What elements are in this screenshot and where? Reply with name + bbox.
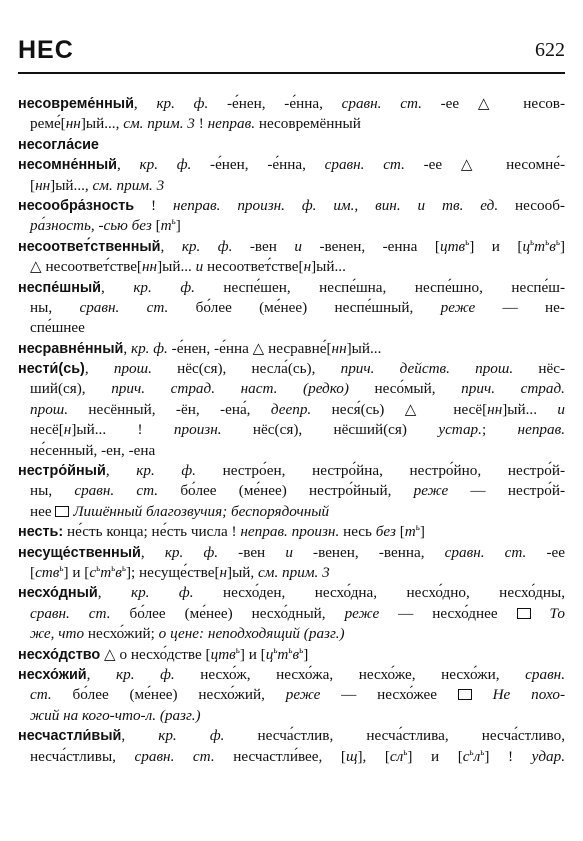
entry-text: не́сть конца; не́сть числа ! (63, 523, 241, 541)
entry-line (18, 481, 565, 501)
grammar-note: сравн. (525, 665, 565, 683)
grammar-note: в (549, 237, 556, 255)
grammar-note: и (557, 400, 565, 418)
headword: неспе́шный (18, 279, 102, 296)
grammar-note: прош. (30, 400, 69, 418)
entry-line (18, 155, 565, 175)
grammar-note: кр. ф. (158, 727, 225, 745)
grammar-note: кр. ф. (130, 584, 194, 602)
entry-text: ]ый... (502, 400, 558, 418)
entry-text: -венен, -венна, (292, 543, 445, 561)
entry-line (18, 359, 565, 379)
grammar-note: прич. страд. (461, 380, 565, 398)
entry-line (18, 237, 565, 257)
entry-line (18, 685, 565, 705)
grammar-note: кр. ф. (136, 462, 196, 480)
soft-sign-superscript: ь (171, 216, 176, 227)
headword: несовреме́нный (18, 96, 134, 112)
entry-text: нёс- (513, 360, 565, 378)
grammar-note: т (404, 523, 416, 541)
entry-text: [ (30, 176, 36, 194)
grammar-note: сравн. ст. (134, 747, 215, 765)
soft-sign-superscript: ь (555, 236, 560, 247)
grammar-note: неправ. (517, 421, 565, 439)
entry-text: ]ый... ! (71, 421, 174, 439)
soft-sign-superscript: ь (96, 562, 101, 573)
grammar-note: То (549, 604, 565, 622)
grammar-note: н (219, 563, 228, 581)
grammar-note: неправ. произн. (240, 523, 340, 541)
entry-text (531, 605, 550, 622)
soft-sign-superscript: ь (59, 562, 64, 573)
grammar-note: кр. ф. (130, 339, 168, 357)
running-head: НЕС (18, 36, 74, 64)
grammar-note: произн. (173, 421, 222, 439)
grammar-note: с (462, 747, 470, 765)
soft-sign-superscript: ь (480, 746, 485, 757)
entry-text: , (140, 543, 165, 561)
entry-text: ны, (30, 298, 80, 316)
entry-text: ] и [ (63, 563, 90, 581)
headword: несчастли́вый (18, 728, 122, 745)
entry-text: -е́нен, -е́нна, (208, 95, 342, 112)
entry-text: ], [ (357, 747, 390, 765)
entry-text: -ее △ несомне́- (404, 156, 565, 174)
grammar-note: прич. страд. наст. (редко) (111, 380, 349, 398)
entry-text: ]; несуще́стве[ (125, 563, 220, 581)
entry-text: -е́нен, -е́нна, (191, 156, 325, 174)
soft-sign-superscript: ь (111, 562, 116, 573)
entry-text: несчастли́вее, [ (214, 747, 346, 765)
entry-text: ]ый, (227, 563, 259, 581)
entry-text: -вен (232, 237, 295, 255)
entry-line (18, 461, 565, 481)
entry-text: ] (175, 217, 181, 235)
headword: несообра́зность (18, 197, 135, 214)
grammar-note: т (277, 645, 289, 663)
meaning-box-icon (55, 506, 69, 517)
soft-sign-superscript: ь (121, 562, 126, 573)
entry-text: , (160, 237, 182, 255)
soft-sign-superscript: ь (403, 746, 408, 757)
entry-line (18, 441, 565, 461)
headword: несуще́ственный (18, 544, 141, 561)
entry-text: ]ый..., (80, 115, 124, 133)
grammar-note: реже (285, 686, 321, 704)
entry-text: спе́шнее (30, 319, 85, 337)
entry-line (18, 522, 565, 542)
grammar-note: неправ. произн. ф. им., вин. и тв. ед. (172, 196, 499, 214)
headword: несхо́дный (18, 585, 98, 602)
entry-line (18, 665, 565, 685)
grammar-note: цтв (439, 237, 466, 255)
entry-text: ны, (30, 482, 75, 500)
entry-text: , (105, 462, 137, 480)
grammar-note: и (195, 258, 204, 276)
grammar-note: т (534, 237, 546, 255)
headword: несоответ́ственный (18, 238, 161, 255)
grammar-note: удар. (531, 747, 565, 765)
grammar-note: без (131, 217, 152, 235)
entry-text: нёс(ся), нёсший(ся) (221, 421, 439, 439)
grammar-note: сравн. ст. (341, 95, 422, 112)
entry-line (18, 563, 565, 583)
grammar-note: сравн. ст. (30, 604, 111, 622)
grammar-note: без (375, 523, 396, 541)
entry-text: несча́стливы, (30, 747, 135, 765)
entry-text: , (121, 727, 159, 745)
entry-line (18, 543, 565, 563)
entry-text: несооб- (498, 196, 565, 214)
grammar-note: кр. ф. (181, 237, 233, 255)
entry-text: , (123, 339, 131, 357)
entry-text: ]ый... (311, 258, 346, 276)
entry-text: △ несоответ́стве[ (30, 258, 142, 276)
grammar-note: и (285, 543, 293, 561)
headword: несогла́сие (18, 136, 99, 153)
soft-sign-superscript: ь (415, 522, 420, 533)
headword: несомне́нный (18, 157, 117, 174)
soft-sign-superscript: ь (273, 644, 278, 655)
entry-line (18, 257, 565, 277)
meaning-box-icon (517, 608, 531, 619)
entry-line (18, 706, 565, 726)
headword: несравне́нный (18, 340, 124, 357)
grammar-note: прич. действ. прош. (340, 360, 514, 378)
entry-line (18, 216, 565, 236)
grammar-note: кр. ф. (164, 543, 219, 561)
grammar-note: устар. (438, 421, 482, 439)
entry-text: несхо́жий; (84, 625, 159, 643)
entry-text: -венен, -енна [ (301, 237, 440, 255)
grammar-note: нн (35, 176, 51, 194)
header-rule (18, 72, 565, 74)
entry-text: несё[ (30, 421, 64, 439)
grammar-note: в (292, 645, 300, 663)
page-header (18, 36, 565, 72)
soft-sign-superscript: ь (465, 236, 470, 247)
entry-text: [ (395, 523, 405, 541)
soft-sign-superscript: ь (299, 644, 304, 655)
entry-text: реме́[ (30, 115, 66, 133)
entry-text: бо́лее (ме́нее) несхо́дный, (110, 604, 345, 622)
grammar-note: сравн. ст. (79, 298, 169, 316)
grammar-note: деепр. (270, 400, 312, 418)
entry-text: -вен (218, 543, 286, 561)
grammar-note: щ (345, 747, 358, 765)
entry-text: ! (134, 196, 173, 214)
grammar-note: цтв (210, 645, 236, 663)
headword: несхо́дство (18, 646, 101, 663)
headword: несхо́жий (18, 666, 87, 683)
grammar-note: сравн. ст. (74, 482, 159, 500)
grammar-note: нн (142, 258, 158, 276)
entry-line (18, 624, 565, 644)
entry-text: , (97, 584, 131, 602)
page-number: 622 (535, 39, 565, 61)
entry-line (18, 583, 565, 603)
entry-text: ] (559, 237, 565, 255)
entry-text: неспе́шен, неспе́шна, неспе́шно, неспе́ш- (194, 278, 565, 296)
grammar-note: л (473, 747, 481, 765)
grammar-note: ц (522, 237, 531, 255)
entry-text: несхо́ж, несхо́жа, несхо́же, несхо́жи, (174, 665, 526, 683)
grammar-note: жий на кого-что-л. (разг.) (30, 706, 201, 724)
headword: нестро́йный (18, 463, 106, 480)
grammar-note: см. прим. 3 (92, 176, 165, 194)
entry-text: неся́(сь) △ несё[ (311, 400, 488, 418)
grammar-note: неправ. (207, 115, 256, 133)
entry-text: бо́лее (ме́нее) нестро́йный, (158, 482, 414, 500)
grammar-note: н (303, 258, 312, 276)
grammar-note: см. прим. 3 (123, 115, 195, 133)
entry-line (18, 379, 565, 399)
grammar-note: т (160, 217, 172, 235)
entry-text: бо́лее (ме́нее) несхо́жий, (51, 686, 286, 704)
entry-text: бо́лее (ме́нее) неспе́шный, (168, 298, 441, 316)
entry-text: несоответ́стве[ (203, 258, 304, 276)
entry-text: -е́нен, -е́нна △ несравне́[ (167, 339, 332, 357)
entry-line (18, 318, 565, 338)
entry-line (18, 298, 565, 318)
grammar-note: ц (265, 645, 274, 663)
grammar-note: ств (35, 563, 60, 581)
entry-text: несённый, -ён, -ена́, (68, 400, 271, 418)
entry-text: ]ый... (346, 339, 382, 357)
entry-line (18, 339, 565, 359)
entry-text: нее (30, 502, 56, 520)
entry-line (18, 726, 565, 746)
grammar-note: в (115, 563, 122, 581)
soft-sign-superscript: ь (469, 746, 474, 757)
soft-sign-superscript: ь (235, 644, 240, 655)
soft-sign-superscript: ь (288, 644, 293, 655)
entry-text: ; (481, 421, 518, 439)
entry-text: ] и [ (239, 645, 266, 663)
grammar-note: т (100, 563, 112, 581)
entry-line (18, 278, 565, 298)
entry-text: — не- (475, 298, 565, 316)
grammar-note: же, что (30, 625, 85, 643)
grammar-note: реже (440, 298, 476, 316)
grammar-note: и (294, 237, 302, 255)
headword: нести́(сь) (18, 361, 85, 378)
entry-text: — несхо́днее (379, 604, 517, 622)
grammar-note: о цене: неподходящий (разг.) (158, 625, 345, 643)
entry-text: ] (303, 645, 309, 663)
grammar-note: Не похо- (492, 686, 565, 704)
grammar-note: реже (413, 482, 449, 500)
entry-line (18, 400, 565, 420)
entry-text: — несхо́жее (320, 686, 458, 704)
grammar-note: ст. (30, 686, 52, 704)
entry-text: несь (339, 523, 376, 541)
entry-line (18, 94, 565, 114)
grammar-note: нн (487, 400, 503, 418)
grammar-note: нн (331, 339, 347, 357)
entry-line (18, 502, 565, 522)
entry-text: нёс(ся), несла́(сь), (151, 360, 341, 378)
entry-text: ] (419, 523, 425, 541)
entry-line (18, 747, 565, 767)
entry-text: ] и [ (469, 237, 523, 255)
grammar-note: прош. (113, 360, 152, 378)
entry-text: ! (194, 115, 208, 133)
grammar-note: кр. ф. (156, 95, 209, 112)
grammar-note: сравн. ст. (444, 543, 527, 561)
entry-line (18, 135, 565, 155)
grammar-note: см. прим. 3 (258, 563, 330, 581)
entry-text: , (86, 665, 117, 683)
entry-text: -ее (526, 543, 565, 561)
grammar-note: с (89, 563, 97, 581)
entry-text: несхо́ден, несхо́дна, несхо́дно, несхо́дны, (193, 584, 565, 602)
entry-text: — нестро́й- (448, 482, 565, 500)
entry-text: -ее △ несов- (421, 95, 565, 112)
entry-text: ] ! (484, 747, 532, 765)
entry-text: △ о несхо́дстве [ (100, 645, 211, 663)
entry-text: [ (30, 563, 36, 581)
entry-line (18, 176, 565, 196)
entry-text: несовремённый (255, 115, 361, 133)
entry-text: ]ый... (157, 258, 196, 276)
grammar-note: кр. ф. (133, 278, 195, 296)
entry-text: нестро́ен, нестро́йна, нестро́йно, нестро́й- (195, 462, 565, 480)
soft-sign-superscript: ь (530, 236, 535, 247)
entry-text: несча́стлив, несча́стлива, несча́стливо, (224, 727, 565, 745)
entry-text: [ (151, 217, 161, 235)
entry-line (18, 604, 565, 624)
grammar-note: нн (65, 115, 81, 133)
entry-text: ] и [ (407, 747, 463, 765)
entry-text: , (101, 278, 134, 296)
grammar-note: сравн. ст. (324, 156, 405, 174)
grammar-note: Лишённый благозвучия; беспорядочный (73, 502, 330, 520)
grammar-note: сл (389, 747, 404, 765)
grammar-note: кр. ф. (116, 665, 175, 683)
meaning-box-icon (458, 689, 472, 700)
grammar-note: кр. ф. (139, 156, 192, 174)
entry-line (18, 420, 565, 440)
soft-sign-superscript: ь (545, 236, 550, 247)
grammar-note: реже (344, 604, 380, 622)
entry-text: не́сенный, -ен, -ена (30, 441, 156, 459)
grammar-note: ра́зность, -сью (30, 217, 128, 235)
entry-text: ]ый..., (50, 176, 93, 194)
entry-text: , (116, 156, 140, 174)
entry-text: ший(ся), (30, 380, 112, 398)
headword: несть: (18, 524, 64, 541)
entry-text: , (133, 95, 157, 112)
entry-line (18, 114, 565, 134)
grammar-note: н (63, 421, 72, 439)
entry-text: , (84, 360, 114, 378)
entry-line (18, 196, 565, 216)
entry-text (472, 686, 493, 703)
entry-text: несо́мый, (348, 380, 462, 398)
dictionary-entries (18, 94, 565, 767)
entry-line (18, 645, 565, 665)
